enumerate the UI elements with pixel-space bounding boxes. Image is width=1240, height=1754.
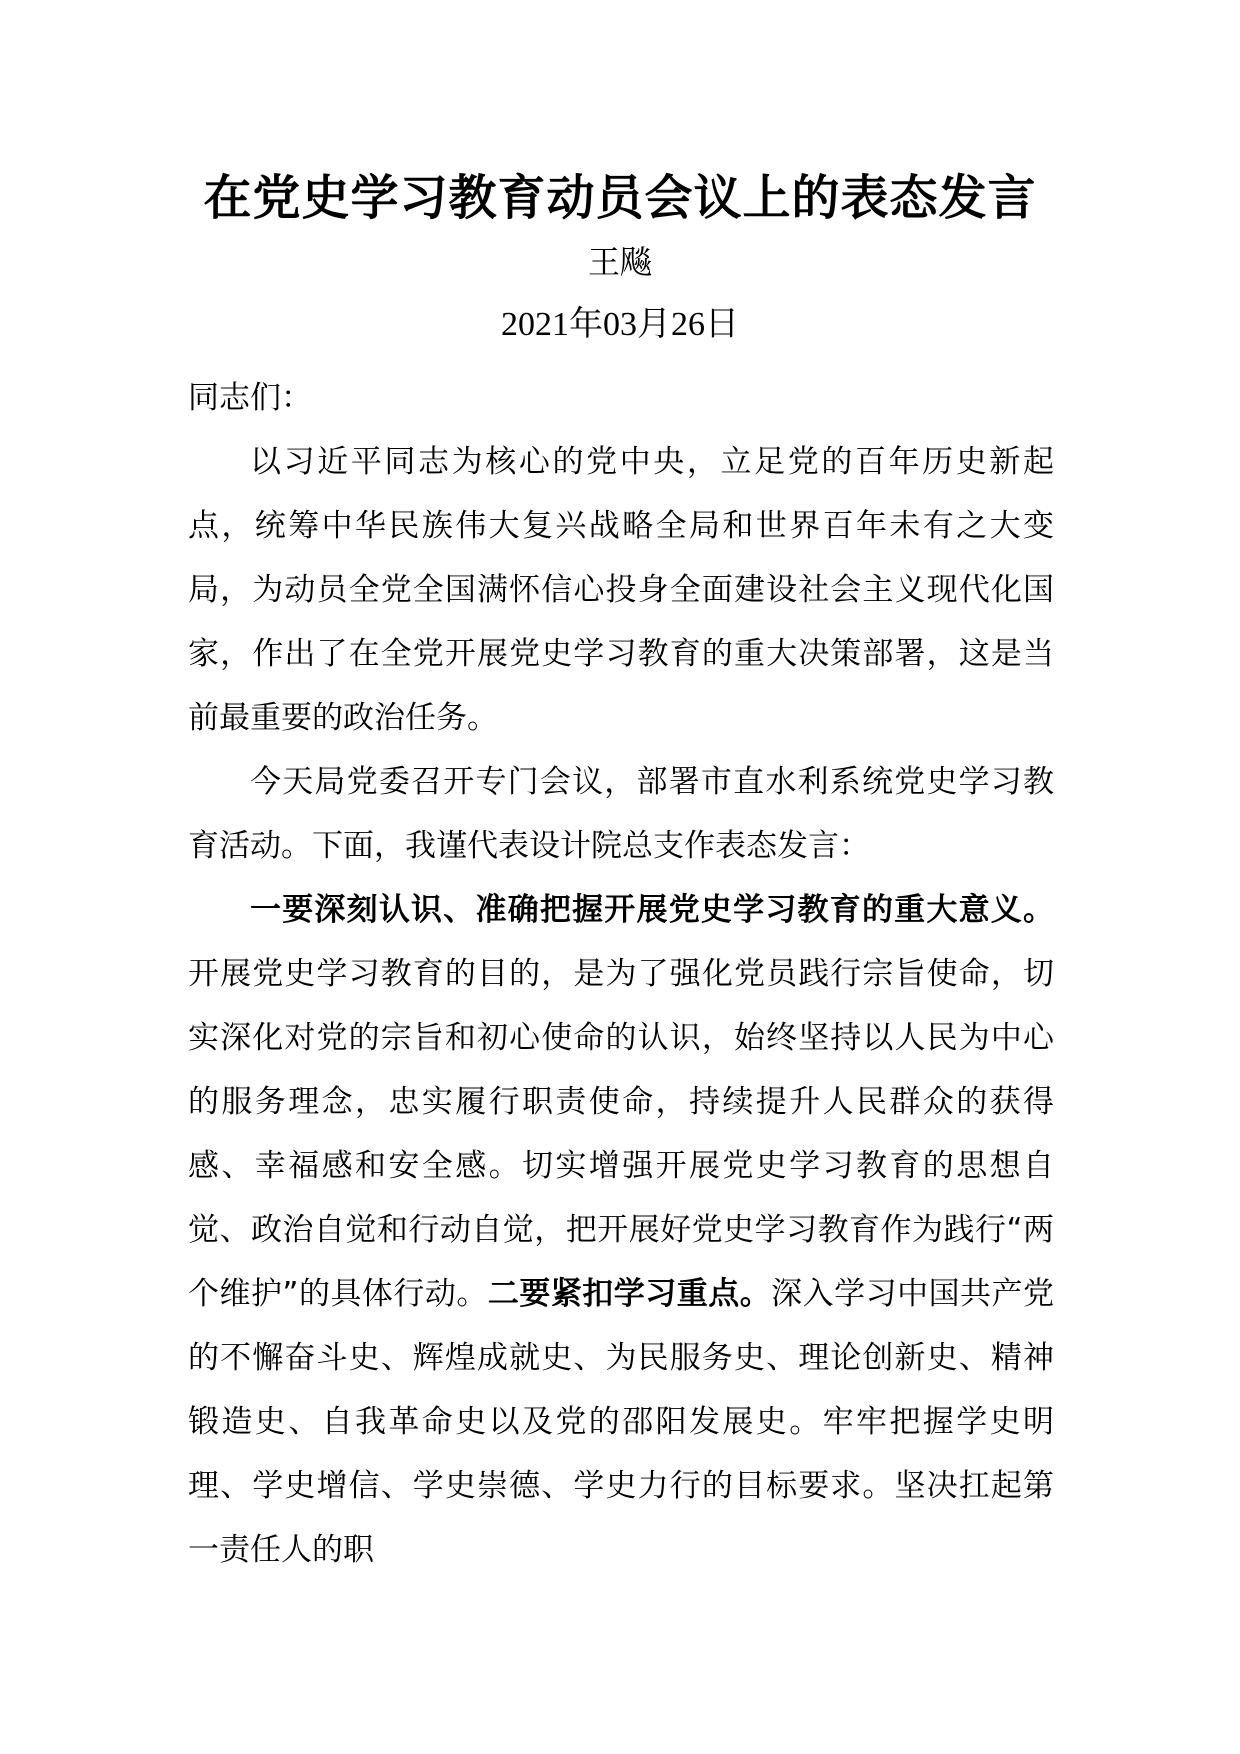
point-heading-1: 一要深刻认识、准确把握开展党史学习教育的重大意义。 <box>250 892 1054 928</box>
author-name: 王飚 <box>587 243 652 281</box>
salutation: 同志们： <box>188 380 312 416</box>
point-text-2: 深入学习中国共产党的不懈奋斗史、辉煌成就史、为民服务史、理论创新史、精神锻造史、自我革命史以及党的邵阳发展史。牢牢把握学史明理、学史增信、学史崇德、学史力行的目标要求。坚决扛起第一责任人的职 <box>188 1276 1055 1568</box>
point-text-1: 开展党史学习教育的目的，是为了强化党员践行宗旨使命，切实深化对党的宗旨和初心使命的认识，始终坚持以人民为中心的服务理念，忠实履行职责使命，持续提升人民群众的获得感、幸福感和安全感。切实增强开展党史学习教育的思想自觉、政治自觉和行动自觉，把开展好党史学习教育作为践行“两个维护”的具体行动。 <box>188 956 1054 1312</box>
paragraph-2: 今天局党委召开专门会议，部署市直水利系统党史学习教育活动。下面，我谨代表设计院总支作表态发言： <box>188 764 1054 864</box>
paragraph-1: 以习近平同志为核心的党中央，立足党的百年历史新起点，统筹中华民族伟大复兴战略全局和世界百年未有之大变局，为动员全党全国满怀信心投身全面建设社会主义现代化国家，作出了在全党开展党史学习教育的重大决策部署，这是当前最重要的政治任务。 <box>188 444 1054 736</box>
document-body <box>188 366 1054 1582</box>
document-title: 在党史学习教育动员会议上的表态发言 <box>203 170 1037 226</box>
paragraph-3 <box>188 878 1054 1582</box>
point-heading-2: 二要紧扣学习重点。 <box>487 1276 772 1312</box>
document-date: 2021年03月26日 <box>501 306 739 343</box>
